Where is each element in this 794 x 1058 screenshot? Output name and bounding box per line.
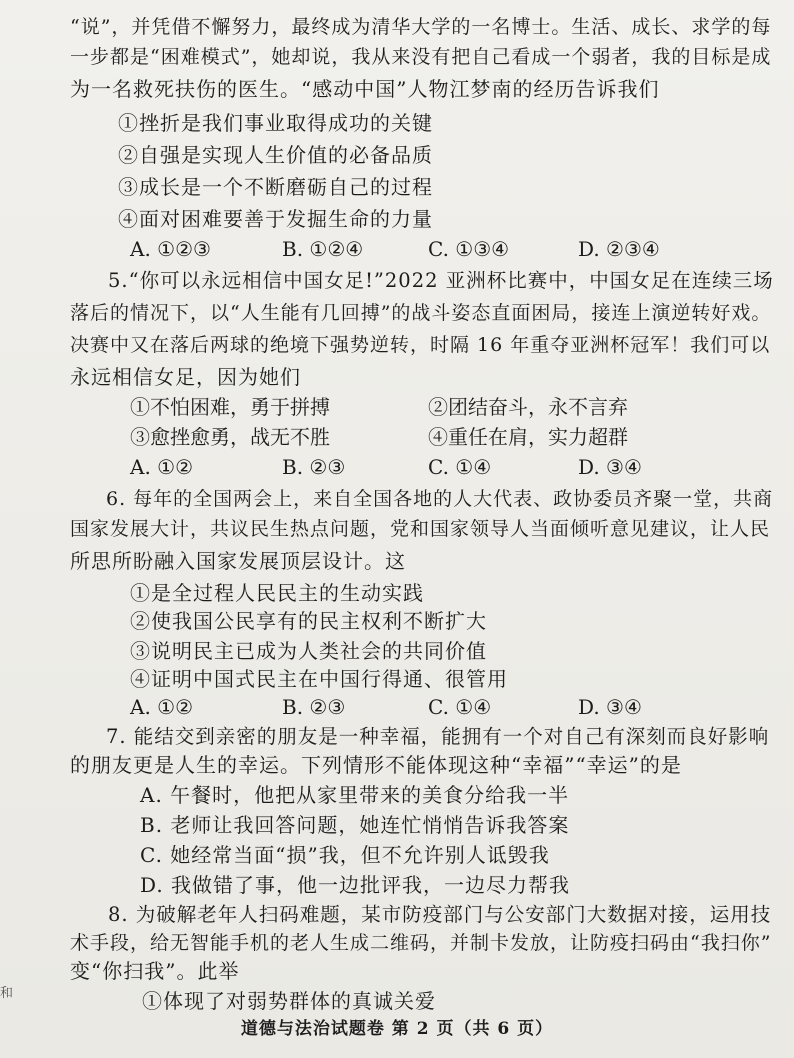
q4-stem-line-1: “说”，并凭借不懈努力，最终成为清华大学的一名博士。生活、成长、求学的每 — [70, 16, 772, 38]
q7-option-d: D. 我做错了事，他一边批评我，一边尽力帮我 — [140, 873, 571, 897]
q4-item-2: ②自强是实现人生价值的必备品质 — [118, 143, 433, 167]
q6-item-3: ③说明民主已成为人类社会的共同价值 — [130, 639, 487, 663]
q5-item-2: ②团结奋斗，永不言弃 — [428, 395, 628, 419]
q4-choice-a: A. ①②③ — [130, 237, 211, 261]
q6-stem-line-2: 国家发展大计，共议民生热点问题，党和国家领导人当面倾听意见建议，让人民 — [70, 518, 771, 540]
q5-item-3: ③愈挫愈勇，战无不胜 — [130, 425, 330, 449]
q4-choice-c: C. ①③④ — [428, 237, 510, 261]
q8-stem-line-2: 术手段，给无智能手机的老人生成二维码，并制卡发放，让防疫扫码由“我扫你” — [70, 932, 772, 954]
q6-stem-line-1: 6. 每年的全国两会上，来自全国各地的人大代表、政协委员齐聚一堂，共商 — [106, 488, 774, 510]
q6-choice-d: D. ③④ — [578, 695, 642, 719]
q8-stem-line-1: 8. 为破解老年人扫码难题，某市防疫部门与公安部门大数据对接，运用技 — [108, 903, 772, 926]
q8-item-1: ①体现了对弱势群体的真诚关爱 — [142, 989, 436, 1013]
q4-choice-b: B. ①②④ — [282, 237, 364, 261]
q5-choice-d: D. ③④ — [578, 455, 642, 479]
q6-choice-a: A. ①② — [130, 695, 194, 719]
q6-item-2: ②使我国公民享有的民主权利不断扩大 — [130, 609, 487, 633]
q4-item-1: ①挫折是我们事业取得成功的关键 — [118, 111, 433, 135]
margin-mark: 和 — [0, 986, 14, 1001]
q8-stem-line-3: 变“你扫我”。此举 — [70, 959, 240, 983]
q4-stem-line-2: 一步都是“困难模式”，她却说，我从来没有把自己看成一个弱者，我的目标是成 — [70, 46, 772, 68]
q7-stem-line-2: 的朋友更是人生的幸运。下列情形不能体现这种“幸福”“幸运”的是 — [70, 753, 682, 777]
q4-item-3: ③成长是一个不断磨砺自己的过程 — [118, 175, 433, 199]
page-footer: 道德与法治试题卷 第 2 页（共 6 页） — [240, 1019, 554, 1039]
q6-item-1: ①是全过程人民民主的生动实践 — [130, 581, 424, 605]
q6-item-4: ④证明中国式民主在中国行得通、很管用 — [130, 667, 508, 691]
q5-choice-c: C. ①④ — [428, 455, 492, 479]
q7-option-c: C. 她经常当面“损”我，但不允许别人诋毁我 — [140, 843, 550, 867]
q4-choice-d: D. ②③④ — [578, 237, 660, 261]
q6-choice-c: C. ①④ — [428, 695, 492, 719]
q5-choice-a: A. ①② — [130, 455, 194, 479]
q5-stem-line-3: 决赛中又在落后两球的绝境下强势逆转，时隔 16 年重夺亚洲杯冠军！我们可以 — [70, 334, 771, 356]
q5-item-1: ①不怕困难，勇于拼搏 — [130, 395, 330, 419]
q5-stem-line-4: 永远相信女足，因为她们 — [70, 365, 301, 389]
q5-choice-b: B. ②③ — [282, 455, 346, 479]
q6-choice-b: B. ②③ — [282, 695, 346, 719]
q5-stem-line-2: 落后的情况下，以“人生能有几回搏”的战斗姿态直面困局，接连上演逆转好戏。 — [70, 302, 772, 324]
q5-item-4: ④重任在肩，实力超群 — [428, 425, 628, 449]
q7-option-a: A. 午餐时，他把从家里带来的美食分给我一半 — [140, 783, 570, 807]
q4-item-4: ④面对困难要善于发掘生命的力量 — [118, 207, 433, 231]
q4-stem-line-3: 为一名救死扶伤的医生。“感动中国”人物江梦南的经历告诉我们 — [70, 77, 660, 101]
q7-option-b: B. 老师让我回答问题，她连忙悄悄告诉我答案 — [140, 813, 570, 837]
q7-stem-line-1: 7. 能结交到亲密的朋友是一种幸福，能拥有一个对自己有深刻而良好影响 — [106, 725, 770, 748]
q5-stem-line-1: 5.“你可以永远相信中国女足!”2022 亚洲杯比赛中，中国女足在连续三场 — [108, 269, 774, 292]
q6-stem-line-3: 所思所盼融入国家发展顶层设计。这 — [70, 549, 406, 573]
